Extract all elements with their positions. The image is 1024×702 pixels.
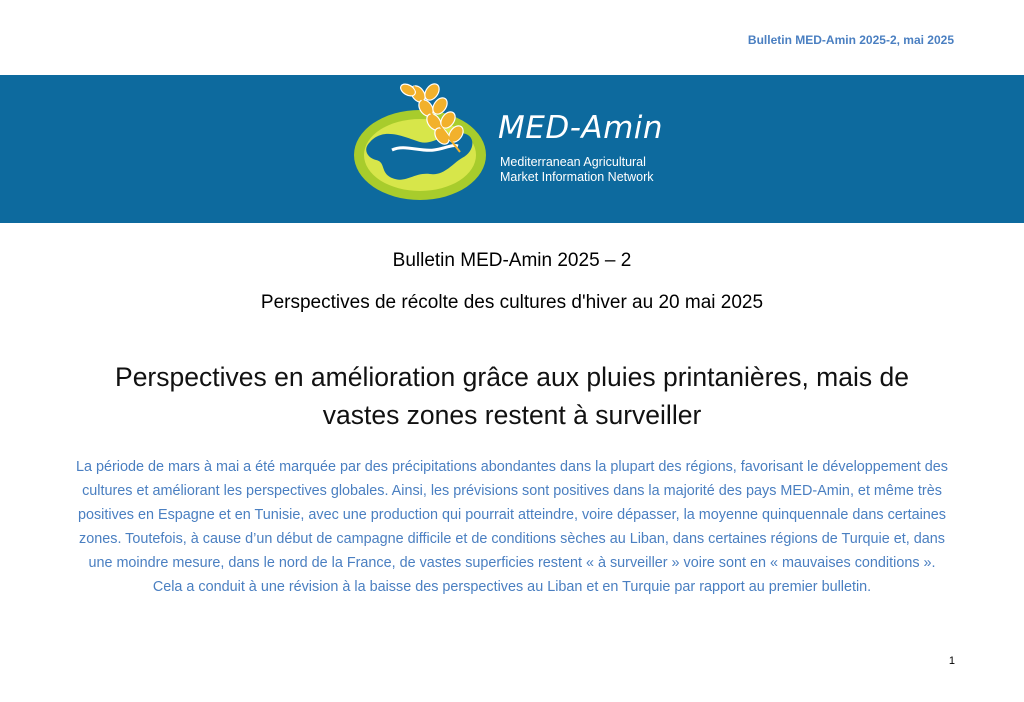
logo-subtitle: [500, 155, 654, 185]
abstract-paragraph: La période de mars à mai a été marquée par des précipitations abondantes dans la plupart des régions, favorisant le développement des cultures et améliorant les perspectives globales. Ainsi, les prévisions sont positives dans la majorité des pays MED-Amin, et même très positives en Espagne et en Tunisie, avec une production qui pourrait atteindre, voire dépasser, la moyenne quinquennale dans certaines zones. Toutefois, à cause d’un début de campagne difficile et de conditions sèches au Liban, dans certaines régions de Turquie et, dans une moindre mesure, dans le nord de la France, de vastes superficies restent « à surveiller » voire sont en « mauvaises conditions ». Cela a conduit à une révision à la baisse des perspectives au Liban et en Turquie par rapport au premier bulletin.: [76, 459, 948, 595]
logo-subtitle-line2: Market Information Network: [500, 170, 654, 184]
header-banner: [0, 75, 1024, 223]
running-header: Bulletin MED-Amin 2025-2, mai 2025: [747, 33, 954, 47]
headline: Perspectives en amélioration grâce aux pluies printanières, mais de vastes zones restent à surveiller: [115, 362, 909, 430]
page-number: 1: [948, 655, 955, 667]
med-amin-logo-icon: [348, 80, 498, 210]
logo-subtitle-line1: Mediterranean Agricultural: [500, 155, 646, 169]
bulletin-title: Bulletin MED-Amin 2025 – 2: [392, 250, 632, 271]
bulletin-subtitle: Perspectives de récolte des cultures d'hiver au 20 mai 2025: [260, 292, 764, 313]
logo-name: MED-Amin: [498, 110, 664, 146]
